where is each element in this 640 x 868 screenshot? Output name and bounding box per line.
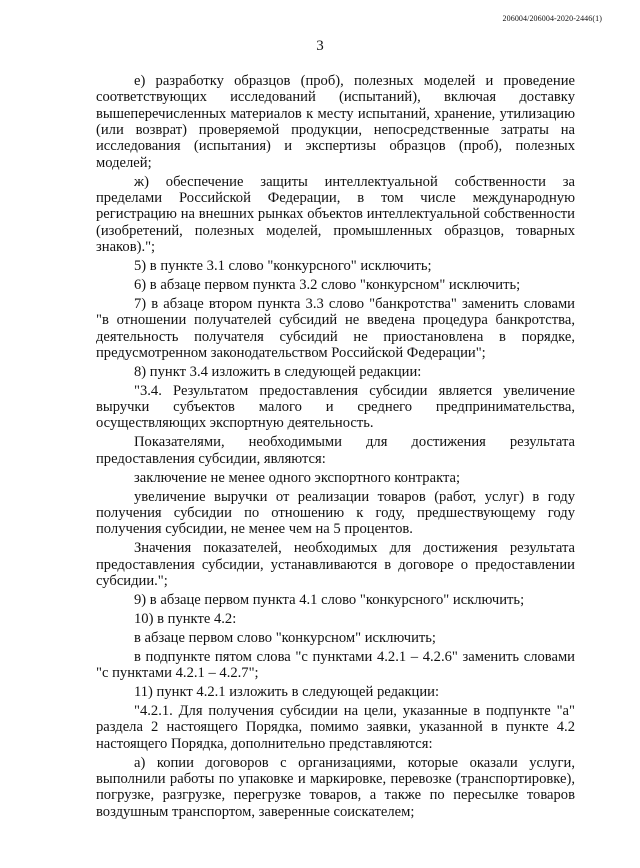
paragraph: "4.2.1. Для получения субсидии на цели, указанные в подпункте "а" раздела 2 настоящего Порядка, помимо заявки, указанной в пункте 4.2 настоящего Порядка, дополнительно представляются:	[96, 702, 575, 752]
document-body	[96, 73, 575, 820]
paragraph: 11) пункт 4.2.1 изложить в следующей редакции:	[134, 683, 440, 700]
document-id: 206004/206004-2020-2446(1)	[502, 14, 602, 23]
page-number: 3	[316, 38, 324, 54]
paragraph: Показателями, необходимыми для достижения результата предоставления субсидии, являются:	[96, 434, 575, 467]
paragraph: заключение не менее одного экспортного контракта;	[134, 469, 461, 486]
paragraph: 6) в абзаце первом пункта 3.2 слово "конкурсном" исключить;	[134, 276, 521, 293]
paragraph: 7) в абзаце втором пункта 3.3 слово "банкротства" заменить словами "в отношении получателей субсидий не введена процедура банкротства, деятельность получателя субсидий не приостановлена в порядке, предусмотренном законодательством Российской Федерации";	[96, 295, 575, 361]
paragraph: "3.4. Результатом предоставления субсидии является увеличение выручки субъектов малого и среднего предпринимательства, осуществляющих экспортную деятельность.	[96, 382, 575, 432]
paragraph: а) копии договоров с организациями, которые оказали услуги, выполнили работы по упаковке и маркировке, перевозке (транспортировке), погрузке, разгрузке, перегрузке товаров, а также по пересылке товаров воздушным транспортом, заверенные соискателем;	[96, 754, 575, 820]
paragraph: ж) обеспечение защиты интеллектуальной собственности за пределами Российской Федерации, в том числе международную регистрацию на внешних рынках объектов интеллектуальной собственности (изобретений, полезных моделей, промышленных образцов, товарных знаков).";	[96, 173, 575, 256]
paragraph: 10) в пункте 4.2:	[134, 610, 237, 627]
paragraph: в абзаце первом слово "конкурсном" исключить;	[134, 629, 436, 646]
paragraph: 5) в пункте 3.1 слово "конкурсного" исключить;	[134, 257, 432, 274]
paragraph: е) разработку образцов (проб), полезных моделей и проведение соответствующих исследований (испытаний), включая доставку вышеперечисленных материалов к месту испытаний, хранение, утилизацию (или возврат) проверяемой продукции, непосредственные затраты на исследования (испытания) и экспертизы образцов (проб), полезных моделей;	[96, 73, 575, 171]
paragraph: увеличение выручки от реализации товаров (работ, услуг) в году получения субсидии по отношению к году, предшествующему году получения субсидии, не менее чем на 5 процентов.	[96, 488, 575, 538]
paragraph: Значения показателей, необходимых для достижения результата предоставления субсидии, устанавливаются в договоре о предоставлении субсидии.";	[96, 540, 575, 589]
paragraph: в подпункте пятом слова "с пунктами 4.2.1 – 4.2.6" заменить словами "с пунктами 4.2.1 – 4.2.7";	[96, 648, 575, 681]
paragraph: 9) в абзаце первом пункта 4.1 слово "конкурсного" исключить;	[134, 591, 525, 608]
paragraph: 8) пункт 3.4 изложить в следующей редакции:	[134, 363, 422, 380]
